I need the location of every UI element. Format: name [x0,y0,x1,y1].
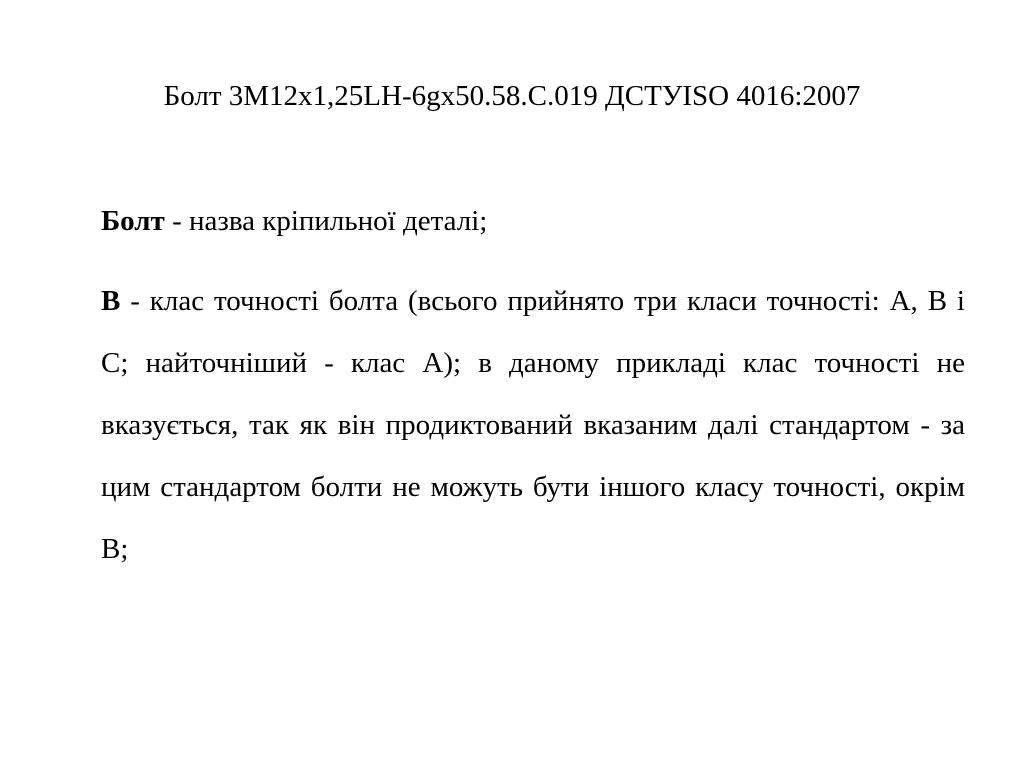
slide-title: Болт 3М12х1,25LH-6gх50.58.С.019 ДСТУISO 4016:2007 [163,80,861,112]
definition-term: Болт [101,205,165,237]
definition-text: - клас точності болта (всього прийнято три класи точності: А, В і С; найточніший - клас А); в даному прикладі клас точності не вказується, так як він продиктований вказаним далі стандартом - за цим стандартом болти не можуть бути іншого класу точності, окрім В; [101,285,965,565]
definition-item [101,195,965,247]
definition-text: - назва кріпильної деталі; [164,205,488,237]
slide-body [101,195,965,580]
definition-term: В [101,285,121,317]
definition-item [101,270,965,580]
